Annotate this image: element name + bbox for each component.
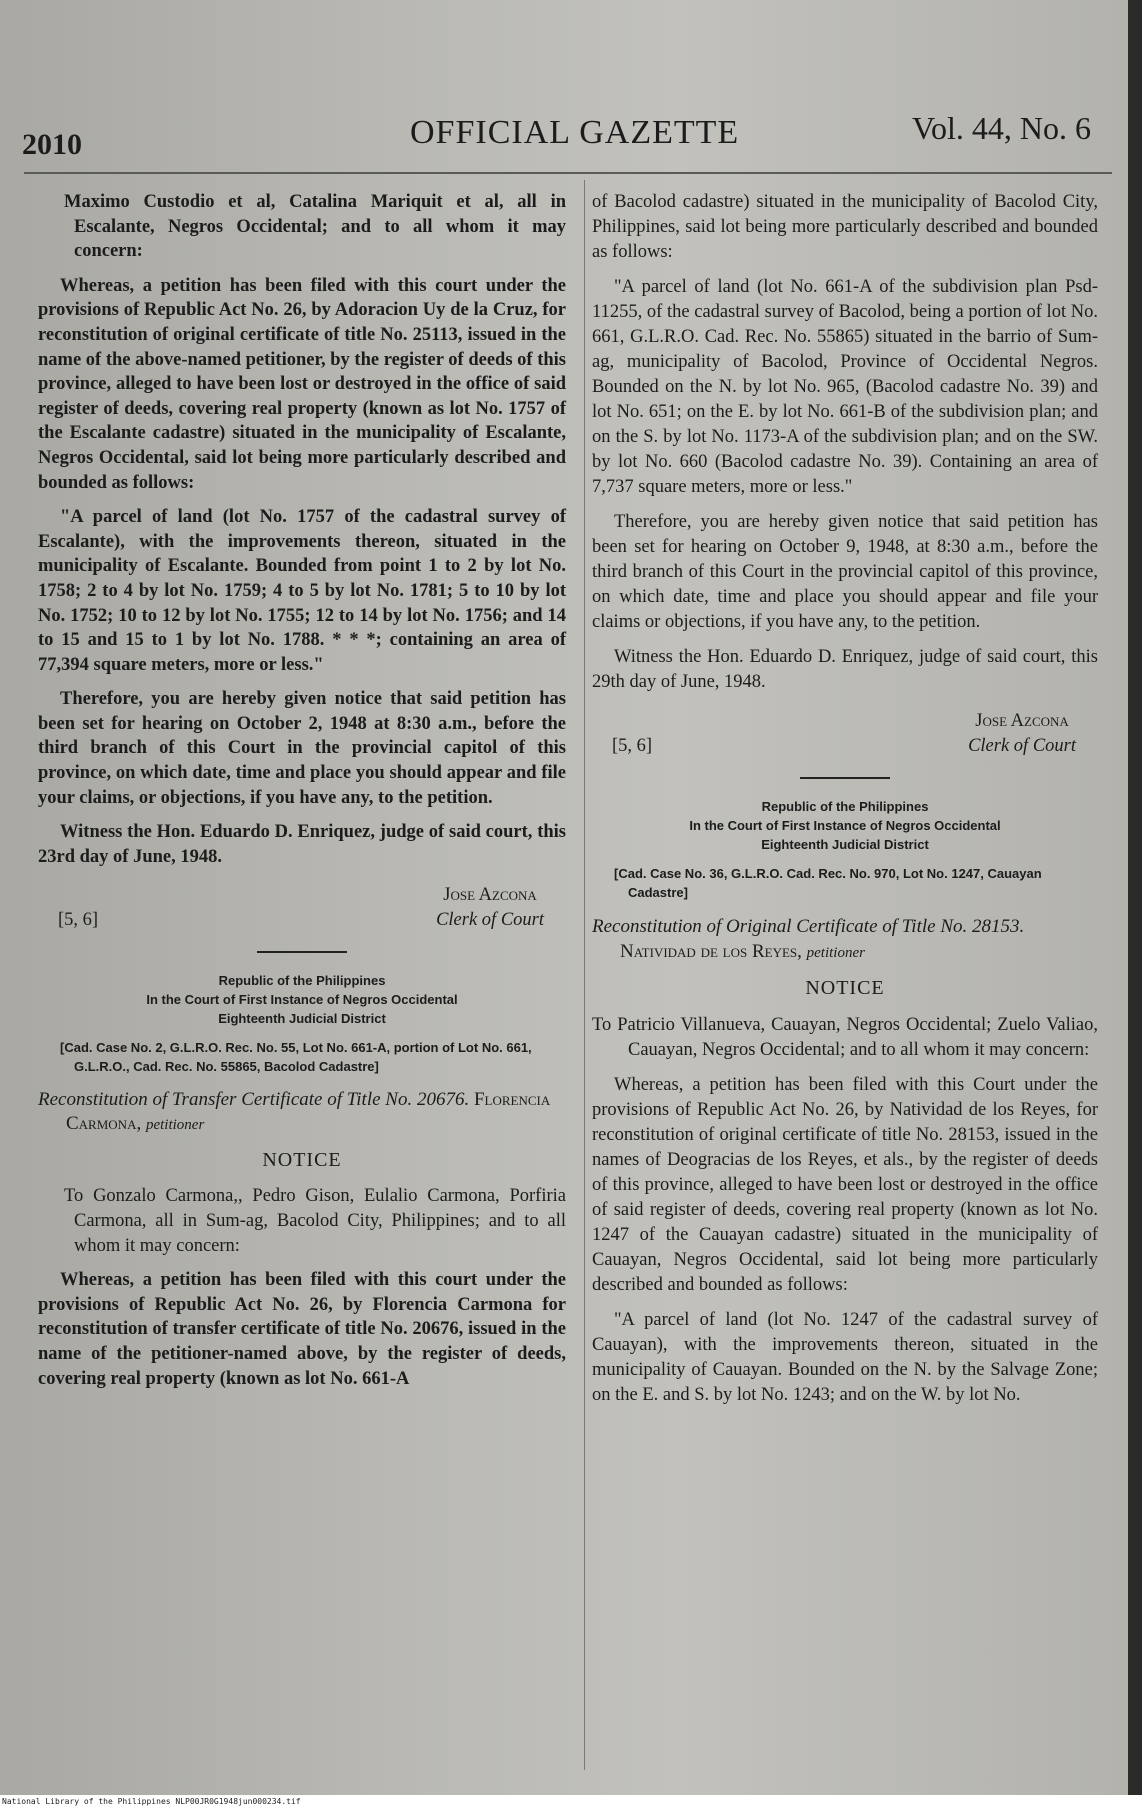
left-recon-title: Reconstitution of Transfer Certificate of Title No. 20676. [38,1088,470,1110]
left-signature-block [38,883,566,932]
right-issue-ref: [5, 6] [612,736,653,756]
right-court-heading [592,797,1098,854]
left-separator [257,951,347,953]
scan-footer: National Library of the Philippines NLP00JR0G1948jun000234.tif [0,1795,1142,1808]
column-divider [584,180,585,1770]
right-recon-title: Reconstitution of Original Certificate of Title No. 28153. [592,916,1025,937]
left-notice-heading: NOTICE [262,1148,342,1171]
right-paragraph-1: "A parcel of land (lot No. 661-A of the subdivision plan Psd-11255, of the cadastral survey of Bacolod, being a portion of lot No. 661, G.L.R.O. Cad. Rec. No. 55865) situated in the barrio of Sum-ag, municipality of Bacolod, Province of Occidental Negros. Bounded on the N. by lot No. 965, (Bacolod cadastre No. 39) and lot No. 651; on the E. by lot No. 661-B of the subdivision plan; and on the S. by lot No. 1173-A of the subdivision plan; and on the SW. by lot No. 660 (Bacolod cadastre No. 39). Containing an area of 7,737 square meters, more or less." [592,277,1098,497]
left-court-line-2: In the Court of First Instance of Negros Occidental [146,991,458,1007]
left-reconstitution-title [38,1088,566,1138]
right-paragraph-4: Whereas, a petition has been filed with this Court under the provisions of Republic Act No. 26, by Natividad de los Reyes, for reconstitution of original certificate of title No. 28153, issued in the names of Deogracias de los Reyes, et als., by the register of deeds of this province, alleged to have been lost or destroyed in the office of said register of deeds, covering real property (known as lot No. 1247 of the Cauayan cadastre) situated in the municipality of Cauayan, Negros Occidental, said lot being more particularly described and bounded as follows: [592,1075,1098,1295]
left-sig-name: Jose Azcona [443,885,537,906]
right-court-line-3: Eighteenth Judicial District [761,837,929,852]
left-issue-ref: [5, 6] [58,910,99,931]
left-sig-role: Clerk of Court [436,910,544,931]
gazette-title: OFFICIAL GAZETTE [410,114,740,151]
left-paragraph-2: "A parcel of land (lot No. 1757 of the cadastral survey of Escalante), with the improvements thereon, situated in the municipality of Escalante. Bounded from point 1 to 2 by lot No. 1758; 2 to 4 by lot No. 1759; 4 to 5 by lot No. 1781; 5 to 10 by lot No. 1752; 10 to 12 by lot No. 1755; 12 to 14 by lot No. 1756; and 14 to 15 and 15 to 1 by lot No. 1788. * * *; containing an area of 77,394 square meters, more or less." [38,507,566,675]
right-court-line-1: Republic of the Philippines [761,799,929,814]
right-sig-role: Clerk of Court [968,736,1076,756]
left-court-line-3: Eighteenth Judicial District [218,1010,386,1026]
right-address: To Patricio Villanueva, Cauayan, Negros Occidental; Zuelo Valiao, Cauayan, Negros Occidental; and to all whom it may concern: [592,1015,1098,1060]
left-court-heading [38,971,566,1028]
right-separator [800,777,890,779]
right-signatory [968,709,1098,759]
left-address: To Gonzalo Carmona,, Pedro Gison, Eulalio Carmona, Porfiria Carmona, all in Sum-ag, Bacolod City, Philippines; and to all whom it may concern: [64,1186,566,1256]
right-sig-name: Jose Azcona [975,711,1069,731]
right-paragraph-5: "A parcel of land (lot No. 1247 of the cadastral survey of Cauayan), with the improvements thereon, situated in the municipality of Cauayan. Bounded on the N. by the Salvage Zone; on the E. and S. by lot No. 1243; and on the W. by lot No. [592,1310,1098,1405]
left-column [38,190,566,1401]
right-signature-block [592,709,1098,759]
left-court-line-1: Republic of the Philippines [218,972,386,988]
left-intro-address: Maximo Custodio et al, Catalina Mariquit et al, all in Escalante, Negros Occidental; and to all whom it may concern: [64,192,566,262]
left-paragraph-4: Witness the Hon. Eduardo D. Enriquez, judge of said court, this 23rd day of June, 1948. [38,822,566,867]
left-paragraph-5: Whereas, a petition has been filed with this court under the provisions of Republic Act No. 26, by Florencia Carmona for reconstitution of transfer certificate of title No. 20676, issued in the name of the petitioner-named above, by the register of deeds, covering real property (known as lot No. 661-A [38,1270,566,1389]
right-recon-petitioner-word: petitioner [806,945,865,961]
right-column [592,190,1098,1418]
right-case-ref: [Cad. Case No. 36, G.L.R.O. Cad. Rec. No. 970, Lot No. 1247, Cauayan Cadastre] [614,866,1042,900]
binding-edge [1128,0,1142,1795]
right-paragraph-3: Witness the Hon. Eduardo D. Enriquez, judge of said court, this 29th day of June, 1948. [592,647,1098,692]
left-recon-petitioner-word: petitioner [145,1117,205,1134]
left-signatory [436,883,566,932]
left-paragraph-3: Therefore, you are hereby given notice that said petition has been set for hearing on October 2, 1948 at 8:30 a.m., before the third branch of this Court in the provincial capitol of this province, on which date, time and place you should appear and file your claims, or objections, if you have any, to the petition. [38,689,566,808]
right-court-line-2: In the Court of First Instance of Negros Occidental [689,818,1001,833]
volume-number: Vol. 44, No. 6 [912,110,1091,146]
left-recon-petitioner: Florencia Carmona, [66,1088,551,1135]
right-recon-petitioner: Natividad de los Reyes, [620,941,802,962]
right-reconstitution-title [592,914,1098,966]
header-rule [24,172,1112,174]
right-continuation: of Bacolod cadastre) situated in the municipality of Bacolod City, Philippines, said lot being more particularly described and bounded as follows: [592,192,1098,262]
right-paragraph-2: Therefore, you are hereby given notice that said petition has been set for hearing on October 9, 1948, at 8:30 a.m., before the third branch of this Court in the provincial capitol of this province, on which date, time and place you should appear and file your claims or objections, if you have any, to the petition. [592,512,1098,632]
left-case-ref: [Cad. Case No. 2, G.L.R.O. Rec. No. 55, Lot No. 661-A, portion of Lot No. 661, G.L.R.O., Cad. Rec. No. 55865, Bacolod Cadastre] [60,1039,532,1074]
right-notice-heading: NOTICE [805,977,885,999]
left-paragraph-1: Whereas, a petition has been filed with this court under the provisions of Republic Act No. 26, by Adoracion Uy de la Cruz, for reconstitution of original certificate of title No. 25113, issued in the name of the above-named petitioner, by the register of deeds of this province, alleged to have been lost or destroyed in the office of said register of deeds, covering real property (known as lot No. 1757 of the Escalante cadastre) situated in the municipality of Escalante, Negros Occidental, said lot being more particularly described and bounded as follows: [38,275,566,493]
page-number: 2010 [22,128,82,161]
page-header [0,108,1128,168]
